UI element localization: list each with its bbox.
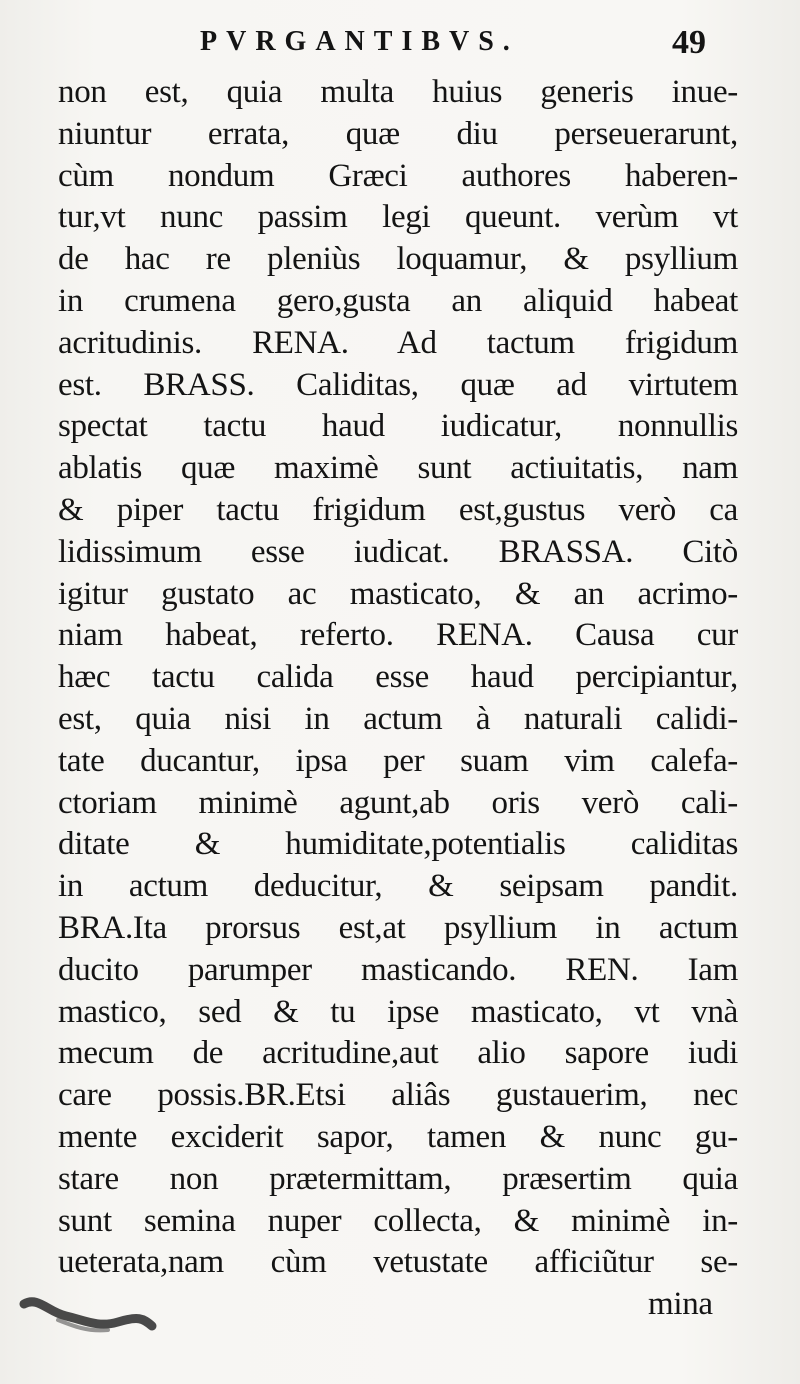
catchword: mina (648, 1286, 713, 1323)
page-number: 49 (672, 24, 706, 61)
text-line: mente exciderit sapor, tamen & nunc gu- (58, 1118, 738, 1155)
text-line: acritudinis. RENA. Ad tactum frigidum (58, 324, 738, 361)
text-line: ueterata,nam cùm vetustate afficiũtur se- (58, 1244, 738, 1281)
text-line: niam habeat, referto. RENA. Causa cur (58, 617, 738, 654)
text-line: mastico, sed & tu ipse masticato, vt vnà (58, 993, 738, 1030)
text-line: de hac re pleniùs loquamur, & psyllium (58, 241, 738, 278)
text-line: care possis.BR.Etsi aliâs gustauerim, nec (58, 1077, 738, 1114)
text-line: ablatis quæ maximè sunt actiuitatis, nam (58, 450, 738, 487)
body-text (58, 72, 738, 1326)
text-line: tur,vt nunc passim legi queunt. verùm vt (58, 199, 738, 236)
text-line: est, quia nisi in actum à naturali calidi- (58, 700, 738, 737)
text-line: ctoriam minimè agunt,ab oris verò cali- (58, 784, 738, 821)
text-line: sunt semina nuper collecta, & minimè in- (58, 1202, 738, 1239)
text-line: ditate & humiditate,potentialis caliditas (58, 826, 738, 863)
text-line: igitur gustato ac masticato, & an acrimo- (58, 575, 738, 612)
running-head (0, 26, 800, 66)
text-line: spectat tactu haud iudicatur, nonnullis (58, 408, 738, 445)
text-line: niuntur errata, quæ diu perseuerarunt, (58, 115, 738, 152)
text-line: mecum de acritudine,aut alio sapore iudi (58, 1035, 738, 1072)
text-line: tate ducantur, ipsa per suam vim calefa- (58, 742, 738, 779)
text-line: lidissimum esse iudicat. BRASSA. Citò (58, 533, 738, 570)
text-line: ducito parumper masticando. REN. Iam (58, 951, 738, 988)
text-line: cùm nondum Græci authores haberen- (58, 157, 738, 194)
text-line: in crumena gero,gusta an aliquid habeat (58, 282, 738, 319)
text-line: est. BRASS. Caliditas, quæ ad virtutem (58, 366, 738, 403)
text-line: in actum deducitur, & seipsam pandit. (58, 868, 738, 905)
text-line: non est, quia multa huius generis inue- (58, 74, 738, 110)
text-line: hæc tactu calida esse haud percipiantur, (58, 659, 738, 696)
running-title: PVRGANTIBVS. (200, 26, 519, 57)
text-line: BRA.Ita prorsus est,at psyllium in actum (58, 909, 738, 946)
text-line: & piper tactu frigidum est,gustus verò ca (58, 491, 738, 528)
text-line: stare non prætermittam, præsertim quia (58, 1160, 738, 1197)
ink-smudge (18, 1292, 158, 1342)
